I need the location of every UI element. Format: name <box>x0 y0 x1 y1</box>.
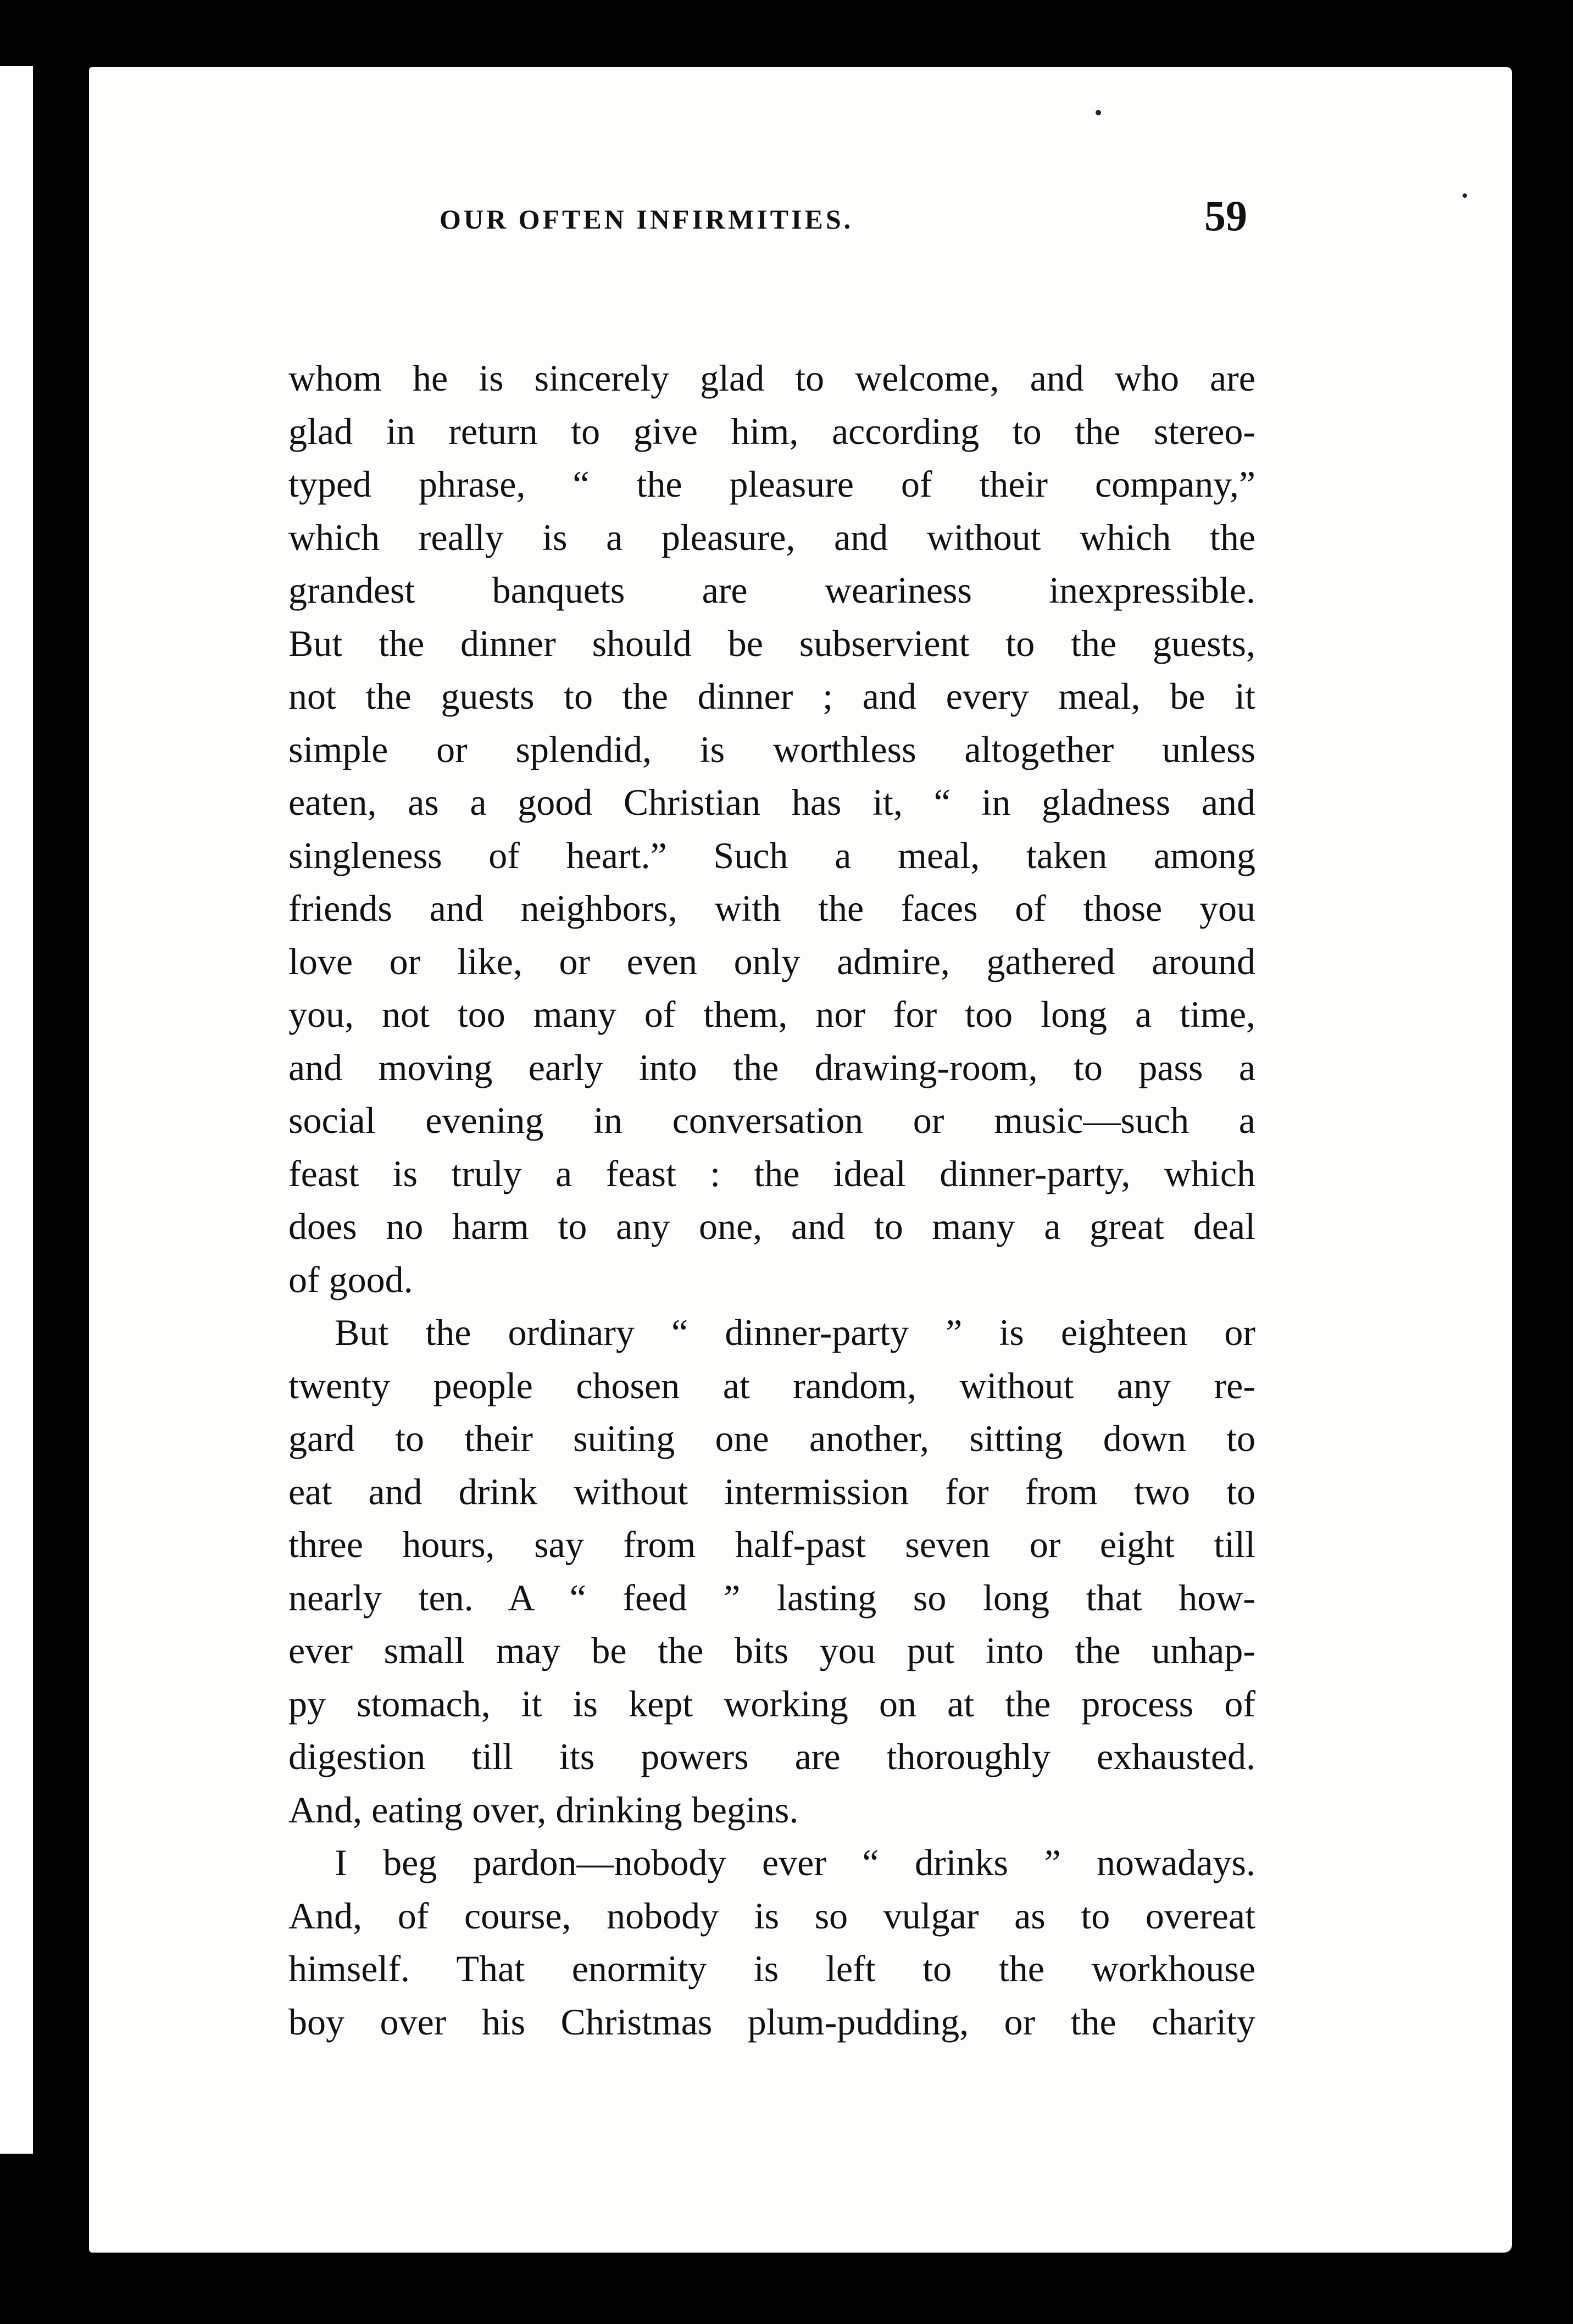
ink-speck <box>1096 110 1101 115</box>
text-line: boy over his Christmas plum-pudding, or the charity <box>288 2000 1255 2043</box>
text-line: eat and drink without intermission for from two to <box>288 1470 1255 1513</box>
text-line: simple or splendid, is worthless altogether unless <box>288 728 1255 770</box>
text-line: feast is truly a feast : the ideal dinner-party, which <box>288 1152 1255 1194</box>
text-line: love or like, or even only admire, gathered around <box>288 940 1255 982</box>
paragraph-2 <box>288 1306 1255 1836</box>
text-line: ever small may be the bits you put into the unhap- <box>288 1630 1255 1671</box>
paragraph-3 <box>288 1836 1255 2048</box>
text-line: friends and neighbors, with the faces of those you <box>288 887 1255 929</box>
scan-shadow-left <box>33 55 88 2253</box>
text-line: glad in return to give him, according to the stereo- <box>288 410 1255 452</box>
text-line: eaten, as a good Christian has it, “ in gladness and <box>288 781 1255 823</box>
text-line: But the dinner should be subservient to the guests, <box>288 622 1255 664</box>
text-line: nearly ten. A “ feed ” lasting so long that how- <box>288 1576 1255 1619</box>
text-line: not the guests to the dinner ; and every meal, be it <box>288 675 1255 717</box>
text-line: himself. That enormity is left to the workhouse <box>288 1948 1255 1989</box>
text-line: grandest banquets are weariness inexpressible. <box>288 569 1255 611</box>
text-line: you, not too many of them, nor for too long a time, <box>288 993 1255 1035</box>
text-line: py stomach, it is kept working on at the process of <box>288 1682 1255 1725</box>
text-line: typed phrase, “ the pleasure of their company,” <box>288 463 1255 505</box>
text-line: And, of course, nobody is so vulgar as to overeat <box>288 1894 1255 1937</box>
text-line: digestion till its powers are thoroughly exhausted. <box>288 1736 1255 1777</box>
ink-speck <box>1463 193 1467 198</box>
text-line: twenty people chosen at random, without any re- <box>288 1364 1255 1406</box>
text-line: three hours, say from half-past seven or eight till <box>288 1524 1255 1565</box>
text-line: gard to their suiting one another, sitting down to <box>288 1417 1255 1459</box>
text-line: But the ordinary “ dinner-party ” is eighteen or <box>335 1311 1255 1353</box>
text-line: singleness of heart.” Such a meal, taken among <box>288 834 1255 876</box>
running-title: OUR OFTEN INFIRMITIES. <box>440 204 854 235</box>
text-line: of good. <box>288 1258 413 1300</box>
text-line: and moving early into the drawing-room, to pass a <box>288 1046 1255 1088</box>
text-line: And, eating over, drinking begins. <box>288 1788 799 1831</box>
text-line: social evening in conversation or music—such a <box>288 1099 1255 1141</box>
text-line: I beg pardon—nobody ever “ drinks ” nowadays. <box>335 1842 1255 1883</box>
scan-margin-left <box>0 66 33 2154</box>
text-line: whom he is sincerely glad to welcome, and who are <box>288 357 1255 399</box>
page-number: 59 <box>1204 192 1247 240</box>
paragraph-1 <box>288 352 1255 1306</box>
text-line: does no harm to any one, and to many a great deal <box>288 1205 1255 1247</box>
body-text <box>288 352 1255 2048</box>
running-head <box>440 191 1247 252</box>
text-line: which really is a pleasure, and without which the <box>288 516 1255 558</box>
